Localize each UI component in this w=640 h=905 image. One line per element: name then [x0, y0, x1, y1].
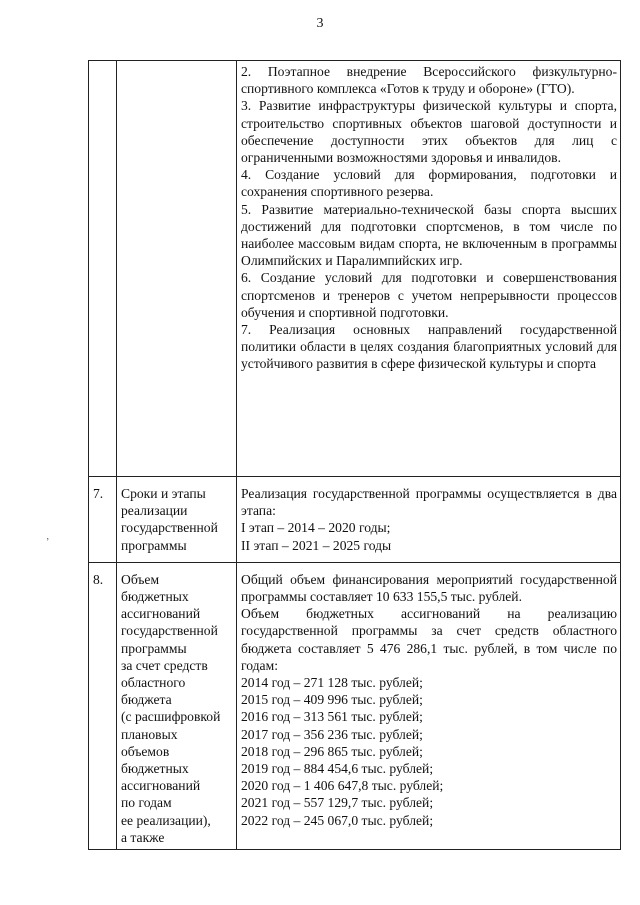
name-line: бюджета: [121, 692, 172, 708]
paragraph: I этап – 2014 – 2020 годы;: [241, 520, 391, 536]
paragraph: Объем бюджетных ассигнований на реализацию государственной программы за счет средств областного бюджета составляет 5 476 286,1 тыс. рублей, в том числе по годам:: [241, 606, 617, 673]
program-passport-table: [88, 60, 621, 850]
paragraph: 2020 год – 1 406 647,8 тыс. рублей;: [241, 778, 444, 794]
name-line: за счет средств: [121, 657, 208, 673]
name-line: Сроки и этапы: [121, 486, 206, 501]
paragraph: 2018 год – 296 865 тыс. рублей;: [241, 743, 423, 759]
paragraph: 2022 год – 245 067,0 тыс. рублей;: [241, 812, 434, 828]
name-line: программы: [121, 640, 187, 656]
paragraph: 2017 год – 356 236 тыс. рублей;: [241, 726, 423, 742]
name-line: бюджетных: [121, 589, 189, 605]
name-line: реализации: [121, 503, 188, 519]
row-number-cell: [89, 61, 117, 477]
paragraph: II этап – 2021 – 2025 годы: [241, 537, 392, 553]
row-content-cell: [237, 61, 621, 477]
paragraph: 2014 год – 271 128 тыс. рублей;: [241, 675, 423, 691]
paragraph: 5. Развитие материально-технической базы спорта высших достижений для подготовки спортсменов, в том числе по наиболее массовым видам спорта, не включенным в программы Олимпийских и Паралимпийских игр.: [241, 201, 617, 269]
paragraph: Реализация государственной программы осуществляется в два этапа:: [241, 486, 617, 519]
table-row: [89, 477, 621, 563]
paragraph: 2016 год – 313 561 тыс. рублей;: [241, 709, 423, 725]
paragraph: 3. Развитие инфраструктуры физической культуры и спорта, строительство спортивных объектов шаговой доступности и обеспечение доступности этих объектов для лиц с ограниченными возможностями здоровья и инвалидов.: [241, 98, 617, 166]
name-line: ассигнований: [121, 606, 201, 622]
paragraph: 2021 год – 557 129,7 тыс. рублей;: [241, 795, 434, 811]
name-line: объемов: [121, 743, 170, 759]
name-line: государственной: [121, 520, 218, 536]
name-line: бюджетных: [121, 761, 189, 777]
paragraph: 6. Создание условий для подготовки и совершенствования спортсменов и тренеров с учетом непрерывности процессов обучения и спортивной подготовки.: [241, 270, 617, 320]
name-line: государственной: [121, 623, 218, 639]
row-name-cell: [117, 562, 237, 849]
name-line: программы: [121, 537, 187, 553]
name-line: по годам: [121, 795, 172, 811]
stray-mark: ʼ: [46, 537, 50, 548]
table-row: [89, 61, 621, 477]
name-line: (с расшифровкой: [121, 709, 221, 725]
row-number-cell: 7.: [89, 477, 117, 563]
paragraph: 2. Поэтапное внедрение Всероссийского физкультурно-спортивного комплекса «Готов к труду и обороне» (ГТО).: [241, 64, 617, 97]
paragraph: 7. Реализация основных направлений государственной политики области в целях создания благоприятных условий для устойчивого развития в сфере физической культуры и спорта: [241, 322, 617, 372]
row-number-cell: 8.: [89, 562, 117, 849]
table-row: [89, 562, 621, 849]
page-number: 3: [316, 16, 324, 31]
paragraph: Общий объем финансирования мероприятий государственной программы составляет 10 633 155,5 тыс. рублей.: [241, 571, 617, 605]
paragraph: 2015 год – 409 996 тыс. рублей;: [241, 692, 423, 708]
row-content-cell: [237, 477, 621, 563]
paragraph: 2019 год – 884 454,6 тыс. рублей;: [241, 761, 434, 777]
name-line: ее реализации),: [121, 812, 211, 828]
name-line: областного: [121, 675, 186, 691]
row-content-cell: [237, 562, 621, 849]
name-line: плановых: [121, 726, 178, 742]
paragraph: 4. Создание условий для формирования, подготовки и сохранения спортивного резерва.: [241, 167, 617, 200]
name-line: а также: [121, 829, 165, 845]
name-line: ассигнований: [121, 778, 201, 794]
name-line: Объем: [121, 571, 160, 587]
row-name-cell: [117, 61, 237, 477]
row-name-cell: [117, 477, 237, 563]
